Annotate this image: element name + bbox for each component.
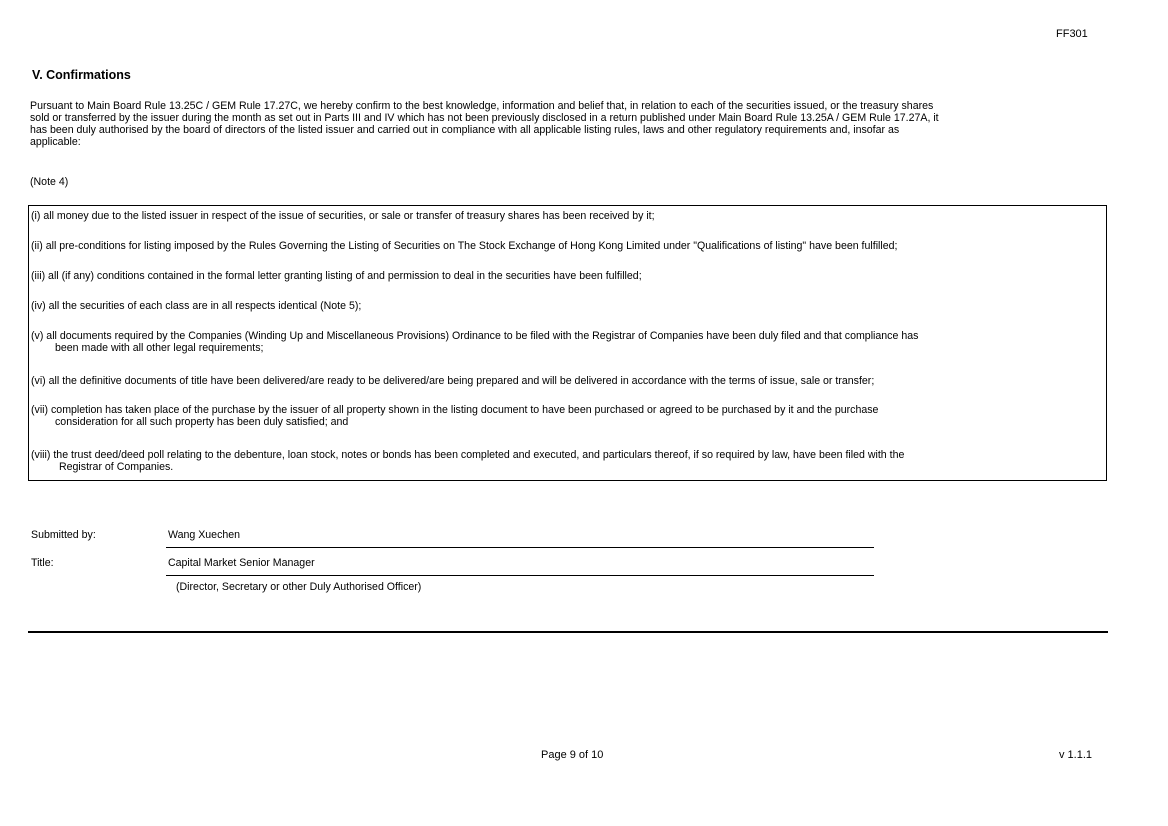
confirmation-item-viii-line2: Registrar of Companies. [59,461,174,473]
version-label: v 1.1.1 [1059,749,1093,761]
note-reference: (Note 4) [30,176,69,188]
submitted-by-value: Wang Xuechen [168,529,241,541]
confirmation-item-iv: (iv) all the securities of each class are in all respects identical (Note 5); [31,300,362,312]
intro-line: sold or transferred by the issuer during the month as set out in Parts III and IV which has not been previously disclosed in a return published under Main Board Rule 13.25A / GEM Rule 17.27A, it [30,112,939,124]
confirmation-item-vii [31,404,1101,428]
confirmation-item-v [31,330,1101,354]
intro-line: Pursuant to Main Board Rule 13.25C / GEM Rule 17.27C, we hereby confirm to the best knowledge, information and belief that, in relation to each of the securities issued, or the treasury shares [30,100,934,112]
submitted-by-underline [166,547,874,548]
confirmation-item-viii-line1: (viii) the trust deed/deed poll relating to the debenture, loan stock, notes or bonds has been completed and executed, and particulars thereof, if so required by law, have been filed with the [31,449,905,461]
page-number: Page 9 of 10 [541,749,604,761]
intro-line: has been duly authorised by the board of directors of the listed issuer and carried out in compliance with all applicable listing rules, laws and other regulatory requirements and, insofar as [30,124,900,136]
intro-paragraph [30,100,1105,148]
confirmation-item-v-line1: (v) all documents required by the Companies (Winding Up and Miscellaneous Provisions) Ordinance to be filed with the Registrar of Companies have been duly filed and that compliance has [31,330,919,342]
confirmation-item-viii [31,449,1101,473]
confirmation-item-iii: (iii) all (if any) conditions contained in the formal letter granting listing of and permission to deal in the securities have been fulfilled; [31,270,642,282]
title-underline [166,575,874,576]
officer-role-note: (Director, Secretary or other Duly Authorised Officer) [176,581,422,593]
section-divider [28,631,1108,633]
submitted-by-label: Submitted by: [31,529,96,541]
form-code: FF301 [1056,28,1088,40]
title-label: Title: [31,557,54,569]
intro-line: applicable: [30,136,81,148]
confirmation-item-ii: (ii) all pre-conditions for listing imposed by the Rules Governing the Listing of Securities on The Stock Exchange of Hong Kong Limited under "Qualifications of listing" have been fulfilled; [31,240,898,252]
confirmation-item-i: (i) all money due to the listed issuer in respect of the issue of securities, or sale or transfer of treasury shares has been received by it; [31,210,655,222]
section-title: V. Confirmations [32,68,131,82]
confirmation-item-vii-line2: consideration for all such property has been duly satisfied; and [55,416,349,428]
title-value: Capital Market Senior Manager [168,557,315,569]
confirmation-item-vi: (vi) all the definitive documents of title have been delivered/are ready to be delivered/are being prepared and will be delivered in accordance with the terms of issue, sale or transfer; [31,375,875,387]
confirmation-item-vii-line1: (vii) completion has taken place of the purchase by the issuer of all property shown in the listing document to have been purchased or agreed to be purchased by it and the purchase [31,404,879,416]
confirmation-item-v-line2: been made with all other legal requirements; [55,342,264,354]
confirmations-box [28,205,1107,481]
